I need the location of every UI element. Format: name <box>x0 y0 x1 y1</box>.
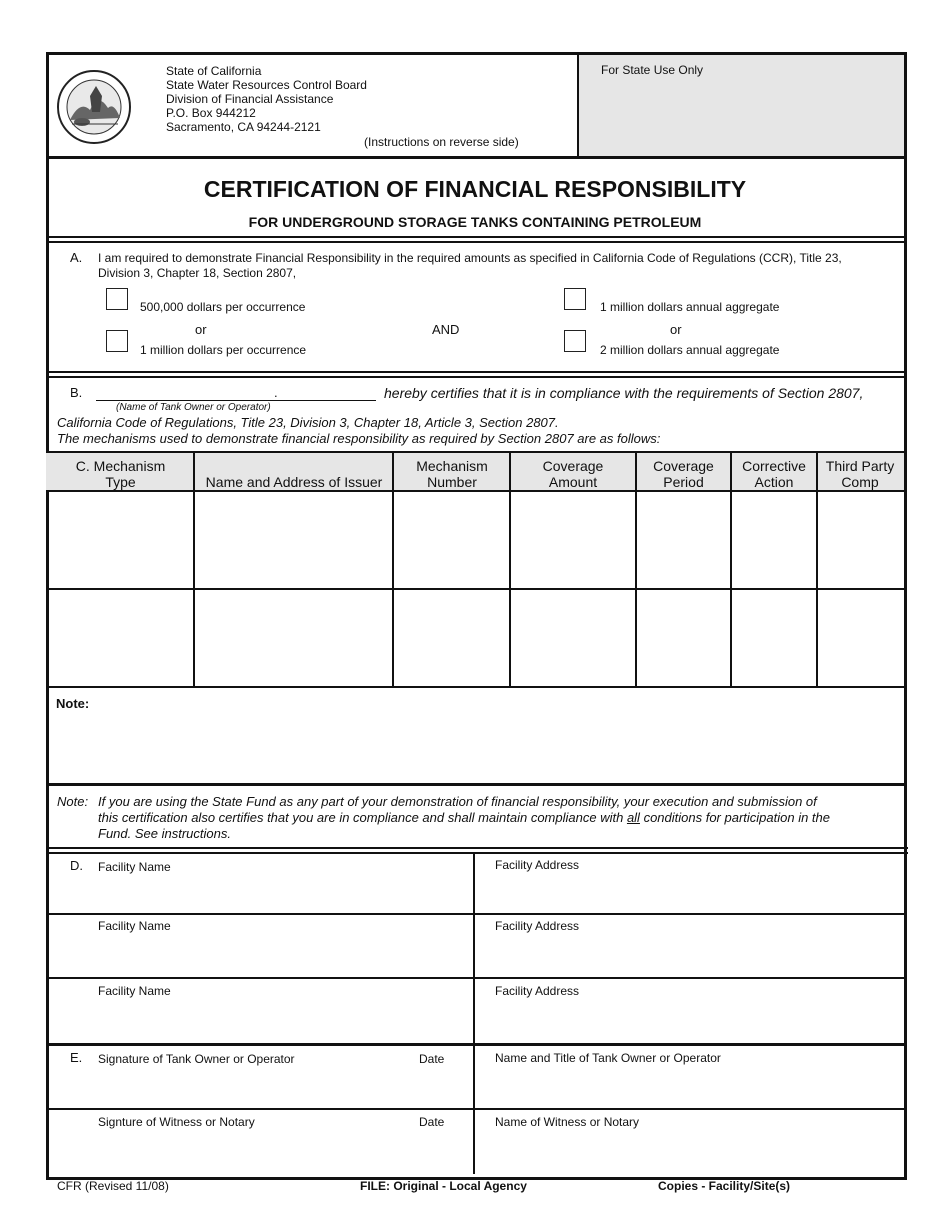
or-label: or <box>670 322 682 337</box>
facility-address-label: Facility Address <box>495 919 580 933</box>
state-use-label: For State Use Only <box>601 63 704 77</box>
address-line: Division of Financial Assistance <box>166 92 334 106</box>
col-header-line: Number <box>427 474 477 490</box>
owner-signature-field[interactable] <box>48 1068 472 1106</box>
section-d-letter: D. <box>70 858 83 873</box>
facility-address-field[interactable] <box>476 936 901 976</box>
state-seal <box>56 62 132 152</box>
divider <box>46 913 904 915</box>
facility-address-field[interactable] <box>476 876 901 912</box>
facility-name-field[interactable] <box>48 1000 472 1042</box>
col-header-line: Coverage <box>653 458 714 474</box>
form-id: CFR (Revised 11/08) <box>57 1179 169 1193</box>
section-a-text: I am required to demonstrate Financial Responsibility in the required amounts as specified in California Code of Regulations (CCR), Title 23, Division 3, Chapter 18, Section 2807, <box>98 251 842 280</box>
section-b-line3: The mechanisms used to demonstrate financial responsibility as required by Section 2807 are as follows: <box>57 431 661 446</box>
divider <box>46 852 908 854</box>
divider <box>46 376 904 378</box>
address-line: State Water Resources Control Board <box>166 78 367 92</box>
divider <box>46 783 904 786</box>
date-label: Date <box>419 1052 445 1066</box>
col-header-corrective-action <box>732 458 816 490</box>
table-row-divider <box>46 686 904 688</box>
divider <box>46 977 904 979</box>
col-header-coverage-period <box>637 458 730 490</box>
facility-address-field[interactable] <box>476 1000 901 1042</box>
checkbox-500k-occurrence[interactable] <box>106 288 128 310</box>
checkbox-1m-aggregate[interactable] <box>564 288 586 310</box>
note-text: this certification also certifies that you are in compliance and shall maintain compliance with <box>98 810 627 825</box>
witness-signature-label: Signture of Witness or Notary <box>98 1115 255 1129</box>
instructions-note: (Instructions on reverse side) <box>364 135 519 149</box>
col-header-third-party <box>818 458 902 490</box>
section-divider <box>473 854 475 1174</box>
form-title: CERTIFICATION OF FINANCIAL RESPONSIBILITY <box>203 176 747 202</box>
note-line <box>98 810 898 826</box>
facility-name-field[interactable] <box>48 936 472 976</box>
facility-name-label: Facility Name <box>98 919 171 933</box>
option-label: 500,000 dollars per occurrence <box>140 300 306 314</box>
witness-signature-field[interactable] <box>48 1131 472 1171</box>
checkbox-2m-aggregate[interactable] <box>564 330 586 352</box>
note-field[interactable] <box>48 690 902 782</box>
checkbox-1m-occurrence[interactable] <box>106 330 128 352</box>
note-text: conditions for participation in the <box>639 810 831 825</box>
option-label: 2 million dollars annual aggregate <box>600 343 780 357</box>
owner-name-title-label: Name and Title of Tank Owner or Operator <box>495 1051 721 1065</box>
witness-name-label: Name of Witness or Notary <box>495 1115 640 1129</box>
owner-signature-label: Signature of Tank Owner or Operator <box>98 1052 295 1066</box>
section-e-letter: E. <box>70 1050 83 1065</box>
address-line: P.O. Box 944212 <box>166 106 256 120</box>
col-header-mechanism-type <box>48 458 193 490</box>
owner-name-field[interactable] <box>96 387 376 401</box>
table-row[interactable] <box>48 492 902 588</box>
section-b-letter: B. <box>70 385 83 400</box>
col-header-line: Amount <box>548 474 598 490</box>
note-label: Note: <box>56 696 90 711</box>
file-routing: FILE: Original - Local Agency <box>360 1179 527 1193</box>
address-line: State of California <box>166 64 262 78</box>
facility-address-label: Facility Address <box>495 984 580 998</box>
divider <box>46 847 908 849</box>
divider <box>46 236 904 238</box>
note-emphasis: all <box>626 810 640 825</box>
note-line: Fund. See instructions. <box>98 826 231 841</box>
table-row[interactable] <box>48 590 902 686</box>
and-label: AND <box>432 322 460 337</box>
divider <box>46 1043 904 1046</box>
divider <box>46 1108 904 1110</box>
col-header-line: Third Party <box>825 458 895 474</box>
facility-name-label: Facility Name <box>98 984 171 998</box>
address-line: Sacramento, CA 94244-2121 <box>166 120 321 134</box>
col-header-line: C. Mechanism <box>75 458 166 474</box>
col-header-line: Period <box>663 474 704 490</box>
or-label: or <box>195 322 207 337</box>
state-use-box <box>577 55 904 157</box>
agency-address <box>166 64 367 134</box>
divider <box>46 241 904 243</box>
state-fund-note-label: Note: <box>57 794 89 809</box>
divider <box>46 156 904 159</box>
facility-name-field[interactable] <box>48 876 472 912</box>
owner-name-title-field[interactable] <box>476 1068 901 1106</box>
col-header-line: Corrective <box>742 458 806 474</box>
witness-name-field[interactable] <box>476 1131 901 1171</box>
section-a-letter: A. <box>70 250 83 265</box>
col-header-line: Coverage <box>542 458 604 474</box>
dot-mark: . <box>274 385 278 400</box>
section-b-line2: California Code of Regulations, Title 23, Division 3, Chapter 18, Article 3, Section 2807. <box>57 415 559 430</box>
owner-name-caption: (Name of Tank Owner or Operator) <box>116 402 271 413</box>
col-header-issuer: Name and Address of Issuer <box>205 474 383 490</box>
note-line: If you are using the State Fund as any part of your demonstration of financial responsibility, your execution and submission of <box>98 794 817 809</box>
col-header-line: Type <box>105 474 136 490</box>
facility-name-label: Facility Name <box>98 860 171 874</box>
col-header-coverage-amount <box>511 458 635 490</box>
form-subtitle: FOR UNDERGROUND STORAGE TANKS CONTAINING PETROLEUM <box>248 214 702 230</box>
date-label: Date <box>419 1115 445 1129</box>
divider <box>46 371 904 373</box>
certifies-text: hereby certifies that it is in compliance with the requirements of Section 2807, <box>384 385 864 401</box>
option-label: 1 million dollars annual aggregate <box>600 300 780 314</box>
col-header-line: Mechanism <box>416 458 488 474</box>
state-fund-note <box>98 794 898 842</box>
col-header-line: Comp <box>841 474 879 490</box>
facility-address-label: Facility Address <box>495 858 580 872</box>
col-header-mechanism-number <box>395 458 509 490</box>
col-header-line: Action <box>754 474 794 490</box>
copies-routing: Copies - Facility/Site(s) <box>658 1179 791 1193</box>
option-label: 1 million dollars per occurrence <box>140 343 307 357</box>
